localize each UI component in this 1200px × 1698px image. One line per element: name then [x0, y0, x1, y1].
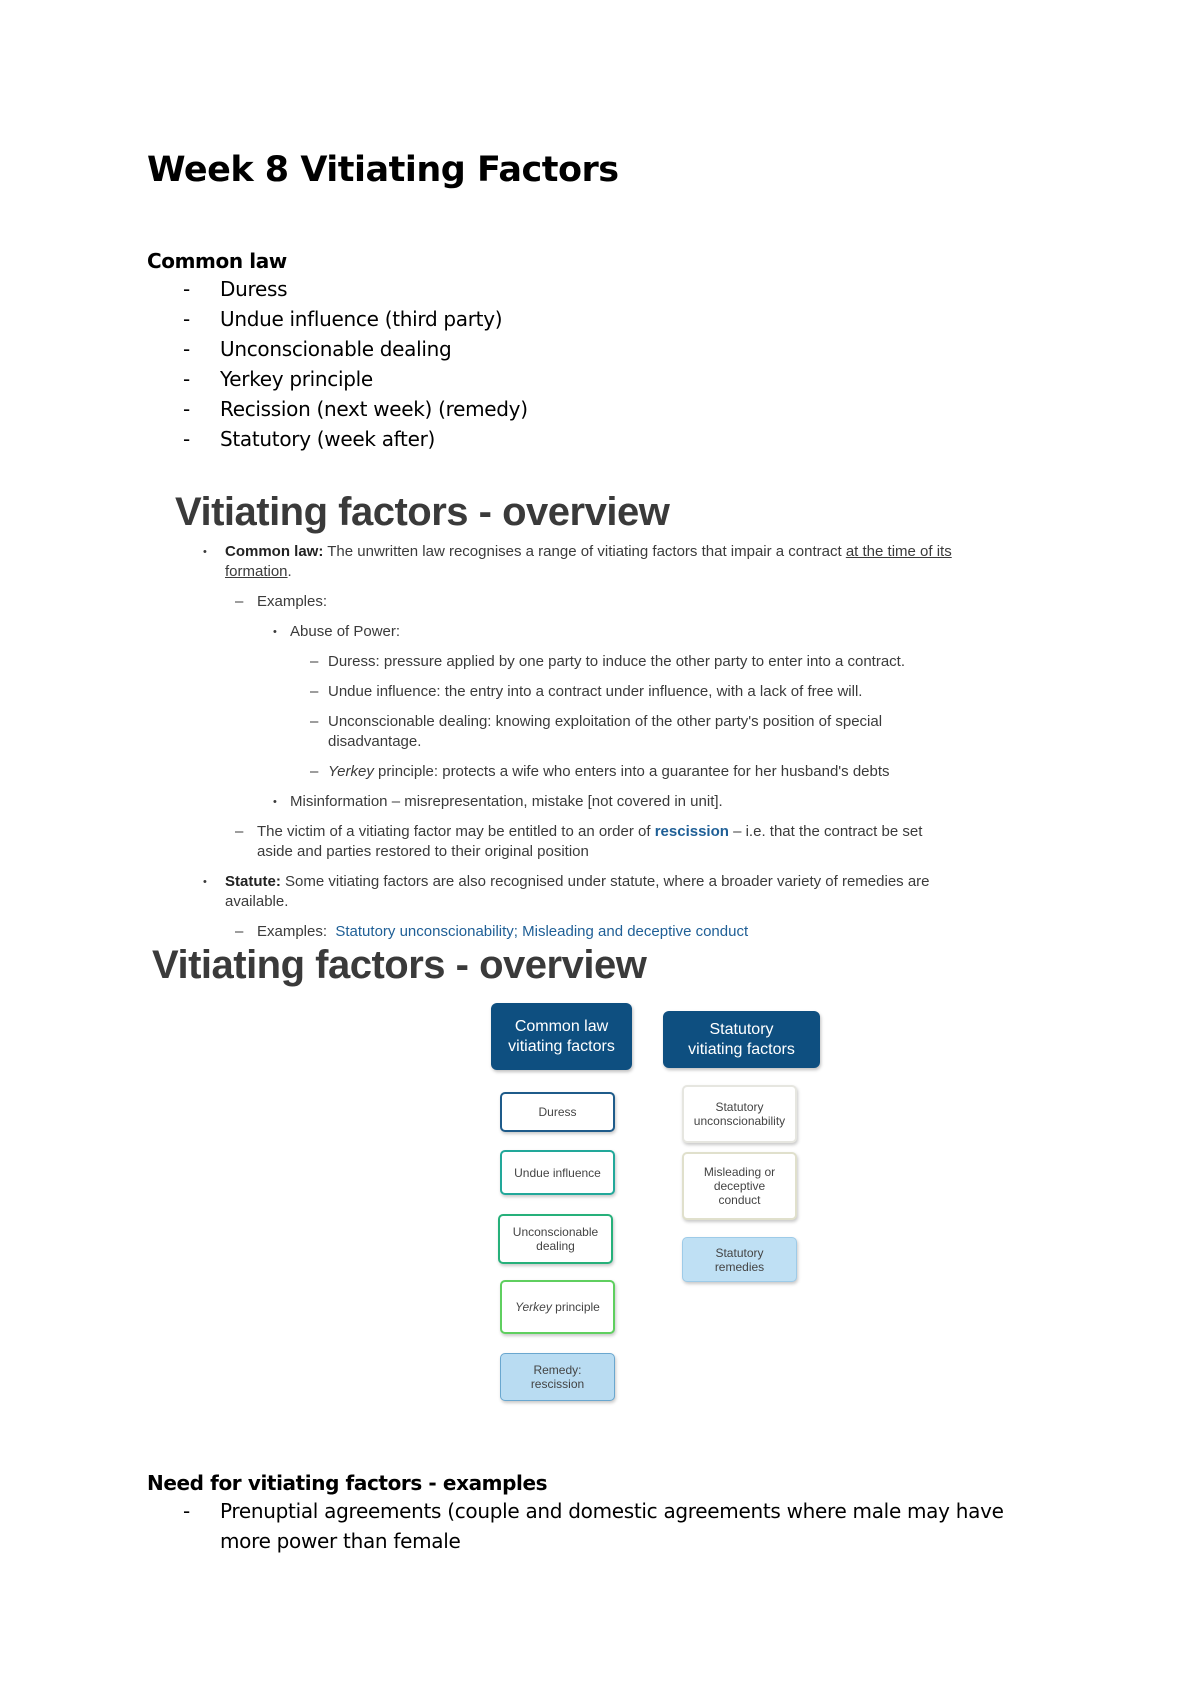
misinformation-item: • Misinformation – misrepresentation, mistake [not covered in unit].: [273, 793, 723, 810]
undue-influence-box: Undue influence: [500, 1150, 615, 1195]
abuse-of-power-item: • Abuse of Power:: [273, 623, 401, 640]
statutory-unconscionability-box: Statutory unconscionability: [682, 1085, 797, 1143]
rescission-item: – The victim of a vitiating factor may be entitled to an order of rescission – i.e. that the contract be set aside and parties restored to their original position: [235, 823, 923, 860]
undue-influence-item: – Undue influence: the entry into a contract under influence, with a lack of free will.: [310, 683, 863, 700]
misleading-deceptive-conduct-box: Misleading or deceptive conduct: [682, 1152, 797, 1220]
yerkey-principle-box: Yerkey principle: [500, 1280, 615, 1334]
statute-examples-item: – Examples: Statutory unconscionability; Misleading and deceptive conduct: [235, 923, 749, 940]
duress-item: – Duress: pressure applied by one party to induce the other party to enter into a contract.: [310, 653, 905, 670]
common-law-list: [147, 274, 528, 454]
list-item: - Recission (next week) (remedy): [183, 397, 528, 421]
common-law-header-box: Common law vitiating factors: [491, 1003, 632, 1070]
unconscionable-item: – Unconscionable dealing: knowing exploitation of the other party's position of special disadvantage.: [310, 713, 883, 750]
duress-box: Duress: [500, 1092, 615, 1132]
slide-title: Vitiating factors - overview: [152, 943, 647, 987]
list-item: - Undue influence (third party): [183, 307, 503, 331]
statutory-remedies-box: Statutory remedies: [682, 1237, 797, 1282]
list-item: - Prenuptial agreements (couple and domestic agreements where male may have more power than female: [183, 1499, 1004, 1553]
examples-item: – Examples:: [235, 593, 328, 610]
list-item: - Statutory (week after): [183, 427, 436, 451]
common-law-bullet: • Common law: The unwritten law recognises a range of vitiating factors that impair a contract at the time of its formation.: [203, 543, 952, 580]
page-title: Week 8 Vitiating Factors: [147, 150, 619, 190]
need-heading: Need for vitiating factors - examples: [147, 1471, 548, 1495]
statute-bullet: • Statute: Some vitiating factors are also recognised under statute, where a broader variety of remedies are available.: [203, 873, 930, 910]
common-law-heading: Common law: [147, 249, 287, 273]
unconscionable-dealing-box: Unconscionable dealing: [498, 1214, 613, 1264]
slide-overview-text: [150, 490, 1050, 940]
list-item: - Yerkey principle: [183, 367, 373, 391]
need-list: [147, 1496, 1047, 1556]
list-item: - Duress: [183, 277, 288, 301]
list-item: - Unconscionable dealing: [183, 337, 452, 361]
yerkey-item: – Yerkey principle: protects a wife who enters into a guarantee for her husband's debts: [310, 763, 890, 780]
statutory-header-box: Statutory vitiating factors: [663, 1011, 820, 1068]
remedy-rescission-box: Remedy: rescission: [500, 1353, 615, 1401]
slide-title: Vitiating factors - overview: [175, 490, 670, 534]
